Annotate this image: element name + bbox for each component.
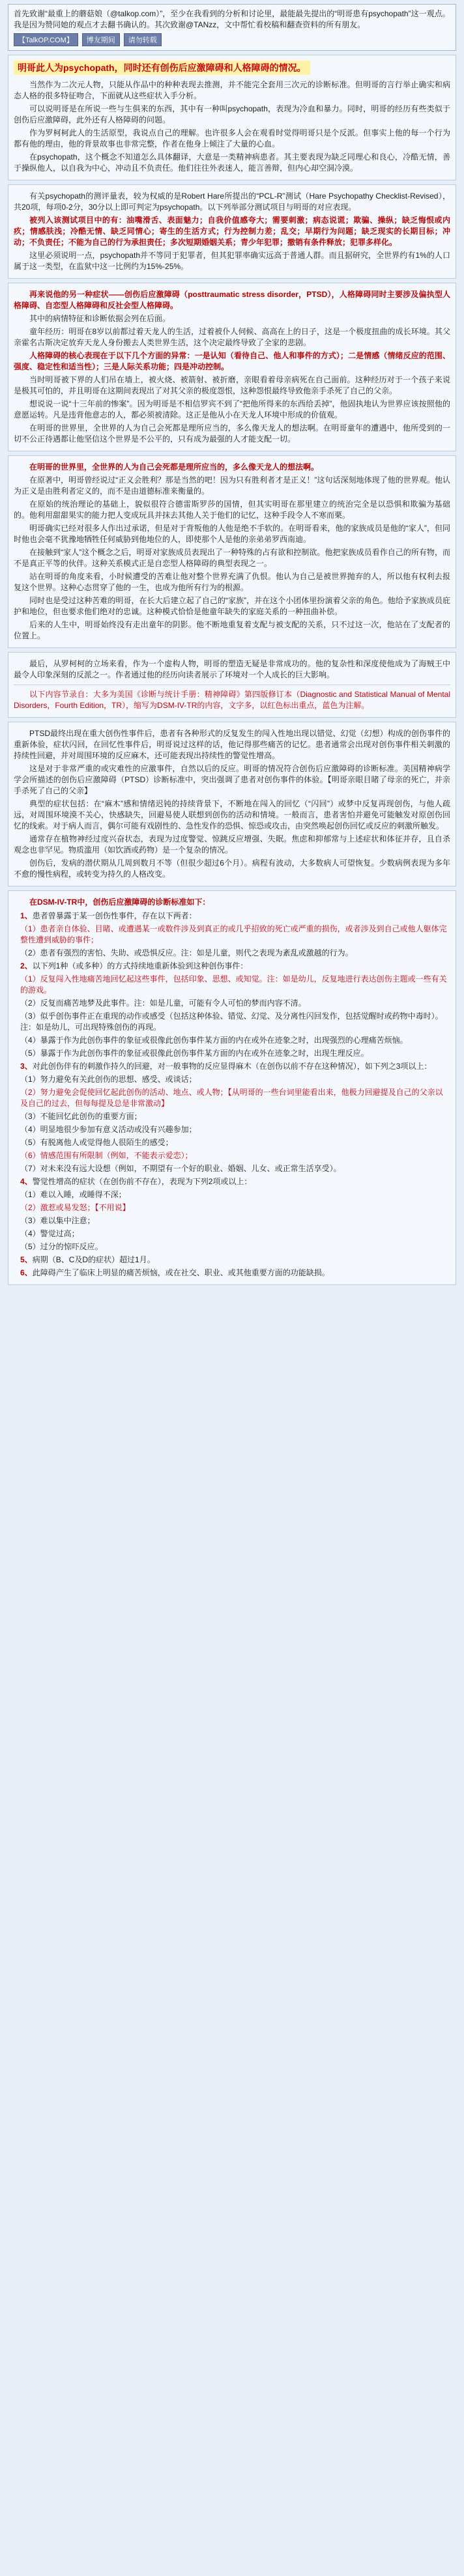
- paragraph: 同时也是受过这种苦难的明哥，在长大后建立起了自己的“家族”，并在这个小团体里扮演着父亲的角色。他给予家族成员庇护和地位，但也要求他们绝对的忠诚。这种模式恰恰是他童年缺失的家庭关系的一种扭曲补偿。: [14, 596, 450, 616]
- criteria-subitem: （4）明显地很少参加有意义活动或没有兴趣参加；: [20, 1125, 197, 1134]
- criteria-subitem: （1）难以入睡，或睡得不深；: [20, 1190, 126, 1199]
- tag-no-repost: 请勿转载: [124, 33, 162, 46]
- criteria-subitem: （1）努力避免有关此创伤的思想、感受、或谈话；: [20, 1075, 197, 1084]
- paragraph-emphasis: 在明哥的世界里，全世界的人为自己会死都是理所应当的，多么像天龙人的想法啊。: [29, 462, 319, 472]
- tag-period: 博友期间: [82, 33, 120, 46]
- paragraph: 在psychopath，这个概念不知道怎么具体翻译，大意是一类精神病患者。其主要表现为缺乏同理心和良心，冷酷无情，善于操纵他人，以自我为中心，冲动且不负责任。他们往往外表迷人，能言善辩，但内心却空洞冷漠。: [14, 152, 450, 173]
- section-analysis: [8, 455, 456, 648]
- paragraph: 可以说明哥是在所说一些与生俱来的东西，其中有一种叫psychopath，表现为冷血和暴力。同时，明哥的经历有些类似于创伤后应激障碍，此外还有人格障碍的问题。: [14, 104, 450, 124]
- criteria-subitem: （2）激惹或易发怒；【不用说】: [20, 1203, 130, 1212]
- section-dsm-criteria: [8, 890, 456, 1285]
- paragraph: 这里必须说明一点，psychopath并不等同于犯罪者，但其犯罪率确实远高于普通人群。而且据研究，全世界约有1%的人口属于这一类型，在监狱中这一比例约为15%-25%。: [14, 251, 450, 271]
- paragraph: 当时明哥被下界的人们吊在墙上，被火烧、被箭射、被折磨，亲眼看着母亲病死在自己面前。这种经历对于一个孩子来说是极其可怕的，并且明哥在这期间表现出了对其父亲的极度怨恨，这种怨恨最终导致他亲手杀死了自己的父亲。: [14, 375, 450, 395]
- criteria-item: 6、此障碍产生了临床上明显的痛苦烦恼，或在社交、职业、或其他重要方面的功能缺损。: [20, 1268, 330, 1277]
- criteria-subitem: （1）反复闯入性地痛苦地回忆起这些事件，包括印象、思想、或知觉。注：如是幼儿，反复地进行表达创伤主题或一些有关的游戏。: [20, 974, 447, 995]
- criteria-item: 4、警觉性增高的症状（在创伤前不存在），表现为下列2项或以上：: [20, 1177, 252, 1186]
- criteria-subitem: （4）警觉过高；: [20, 1229, 80, 1238]
- paragraph: 通常存在植物神经过度兴奋状态，表现为过度警觉、惊跳反应增强、失眠。焦虑和抑郁常与上述症状和体征并存，且自杀观念也非罕见。物质滥用（如饮酒或药物）是一个复杂的情况。: [14, 834, 450, 855]
- section-ptsd-description: [8, 722, 456, 886]
- paragraph: 创伤后，发病的潜伏期从几周到数月不等（但很少超过6个月）。病程有波动，大多数病人可望恢复。少数病例表现为多年不愈的慢性病程，或转变为持久的人格改变。: [14, 858, 450, 879]
- paragraph: 当然作为二次元人物，只能从作品中的种种表现去推测，并不能完全套用三次元的诊断标准。但明哥的言行举止确实和病态人格的很多特征吻合，下面就从这些症状入手分析。: [14, 80, 450, 100]
- criteria-title: 在DSM-IV-TR中，创伤后应激障碍的诊断标准如下：: [29, 898, 210, 907]
- paragraph: 作为罗柯柯此人的生活原型，我说点自己的理解。也许很多人会在观看时觉得明哥只是个反派。但事实上他的每一个行为都有他的理由，他的背景故事也非常完整，作者在他身上倾注了大量的心血。: [14, 128, 450, 149]
- paragraph: PTSD最终出现在重大创伤性事件后，患者有各种形式的反复发生的闯入性地出现以错觉、幻觉（幻想）构成的创伤事件的重新体验，症状闪回，在回忆性事件后，明哥说过这样的话，他记得那些痛苦的记忆。患者通常会出现对创伤事件相关刺激的持续性回避，并对周围环境的反应麻木，还可能表现出持续性的警觉性增高。: [14, 729, 450, 760]
- paragraph: 典型的症状包括：在“麻木”感和情绪迟钝的持续背景下，不断地在闯入的回忆（“闪回”）或梦中反复再现创伤，与他人疏远，对周围环境漠不关心，快感缺失，回避易使人联想到创伤的活动和情境。一般而言，患者害怕并避免可能触发对原创伤回忆的线索。对于病人而言，偶尔可能有戏剧性的、急性发作的恐惧、惊恐或攻击，由突然唤起创伤回忆或反应的刺激所触发。: [14, 799, 450, 830]
- section-subtitle: 其中的病情特征和诊断依据会列在后面。: [29, 314, 171, 323]
- section-heading: 再来说他的另一种症状——创伤后应激障碍（posttraumatic stress disorder，PTSD），人格障碍同时主要涉及偏执型人格障碍、自恋型人格障碍和反社会型人格障碍。: [14, 290, 450, 310]
- criteria-subitem: （5）过分的惊吓反应。: [20, 1242, 103, 1251]
- criteria-subitem: （4）暴露于作为此创伤事件的象征或很像此创伤事件某方面的内在或外在迹象之时，出现强烈的心理痛苦烦恼。: [20, 1036, 408, 1045]
- criteria-item: 1、患者曾暴露于某一创伤性事件，存在以下两者：: [20, 911, 197, 920]
- criteria-item: 3、对此创伤伴有的刺激作持久的回避，对一般事物的反应显得麻木（在创伤以前不存在这种情况），如下列之3项以上：: [20, 1062, 432, 1071]
- section-conclusion: [8, 652, 456, 718]
- paragraph: 最后，从罗柯柯的立场来看，作为一个虚构人物，明哥的塑造无疑是非常成功的。他的复杂性和深度使他成为了海贼王中最令人印象深刻的反派之一。作者通过他的经历向读者展示了环境对一个人成长的巨大影响。: [14, 659, 450, 679]
- criteria-item: 5、病期（B、C及D的症状）超过1月。: [20, 1255, 155, 1264]
- paragraph: 后来的人生中，明哥始终没有走出童年的阴影。他不断地重复着支配与被支配的关系，只不过这一次，他站在了支配者的位置上。: [14, 620, 450, 640]
- criteria-subitem: （1）患者亲自体验、目睹、或遭遇某一或数件涉及到真正的或几乎招致的死亡或严重的损伤，或者涉及到自己或他人躯体完整性遭到威胁的事件；: [20, 924, 447, 944]
- paragraph: 在接触到“家人”这个概念之后，明哥对家族成员表现出了一种特殊的占有欲和控制欲。他把家族成员看作自己的所有物，而不是真正平等的伙伴。这种关系模式正是自恋型人格障碍的典型表现之一。: [14, 548, 450, 568]
- paragraph: 在明哥的世界里，全世界的人为自己会死都是理所应当的，多么像天龙人的想法啊。在明哥童年的遭遇中，他所受到的一切不公正待遇都让他坚信这个世界是不公平的，只有成为最强的人才能支配一切。: [14, 423, 450, 444]
- paragraph: 站在明哥的角度来看，小时候遭受的苦难让他对整个世界充满了仇恨。他认为自己是被世界抛弃的人，所以他有权利去报复这个世界。这种心态贯穿了他的一生，也成为他所有行为的根源。: [14, 572, 450, 592]
- paragraph: 在原始的统治理论的基础上，貌似很符合德雷斯罗莎的国情，但其实明哥在那里建立的统治完全是以恐惧和欺骗为基础的。他利用甜甜果实的能力把人变成玩具并抹去其他人关于他们的记忆，这种手段令人不寒而栗。: [14, 500, 450, 520]
- criteria-subitem: （3）不能回忆此创伤的重要方面；: [20, 1112, 142, 1121]
- criteria-subitem: （2）患者有强烈的害怕、失助、或恐惧反应。注：如是儿童，则代之表现为紊乱或激越的行为。: [20, 948, 353, 957]
- tag-row: [14, 33, 450, 46]
- source-note: 以下内容节录自：大多为美国《诊断与统计手册：精神障碍》第四版修订本（Diagnostic and Statistical Manual of Mental Disorders，Fourth Edition，TR），缩写为DSM-IV-TR的内容，文字多，以红色标出重点，蓝色为注解。: [14, 690, 450, 710]
- paragraph-emphasis: 人格障碍的核心表现在于以下几个方面的异常：一是认知（看待自己、他人和事件的方式）；二是情感（情绪反应的范围、强度、稳定性和适当性）；三是人际关系功能；四是冲动控制。: [14, 351, 450, 371]
- intro-text: 首先致谢“最重上的蘑菇娘（@talkop.com）”，至少在我看到的分析和讨论里，最能最先提出的“明哥患有psychopath”这一观点。我是因为赞同她的观点才去翻书确认的。其次致谢@TANzz，文中帮忙看校稿和翻查资料的所有朋友。: [14, 9, 450, 29]
- section-title: 明哥此人为psychopath，同时还有创伤后应激障碍和人格障碍的情况。: [14, 61, 310, 75]
- criteria-subitem: （2）反复而痛苦地梦及此事件。注：如是儿童，可能有令人可怕的梦而内容不清。: [20, 998, 306, 1008]
- paragraph: 在原著中，明哥曾经说过“正义会胜利？那是当然的吧！因为只有胜利者才是正义！”这句话深刻地体现了他的世界观。他认为正义是由胜利者定义的，而不是由道德标准来衡量的。: [14, 475, 450, 496]
- criteria-subitem: （5）暴露于作为此创伤事件的象征或很像此创伤事件某方面的内在或外在迹象之时，出现生理反应。: [20, 1049, 369, 1058]
- tag-talkop[interactable]: 【TalkOP.COM】: [14, 33, 78, 46]
- section-pcl-r: [8, 184, 456, 279]
- criteria-subitem: （3）似乎创伤事件正在重现的动作或感受（包括这种体验、错觉、幻觉、及分离性闪回发作，包括觉醒时或药物中毒时）。注：如是幼儿，可出现特殊创伤的再现。: [20, 1012, 443, 1032]
- criteria-subitem: （7）对未来没有远大设想（例如，不期望有一个好的职业、婚姻、儿女、或正常生活享受）。: [20, 1164, 341, 1173]
- paragraph: 想说说一说“十三年前的惨案”。因为明哥是不相信罗宾不到了“把他所得来的东西给丢掉”，他固执地认为世界应该按照他的意愿运转。凡是违背他意志的人，都必须被清除。这正是他从小在天龙人环境中形成的价值观。: [14, 399, 450, 419]
- section-ptsd-intro: [8, 283, 456, 451]
- criteria-subitem: （5）有脱离他人或觉得他人很陌生的感受；: [20, 1138, 173, 1147]
- criteria-subitem: （2）努力避免会促使回忆起此创伤的活动、地点、或人物；【从明哥的一些台词里能看出来，他极力回避提及自己的父亲以及自己的过去，但每每提及总是非常激动】: [20, 1088, 443, 1108]
- intro-box: [8, 4, 456, 51]
- paragraph: 有关psychopath的测评量表，较为权威的是Robert Hare所提出的“PCL-R”测试（Hare Psychopathy Checklist-Revised），共20项，每项0-2分，30分以上即可判定为psychopath。以下列举部分测试项目与明哥的对应表现。: [14, 191, 450, 212]
- paragraph: 童年经历：明哥在8岁以前都过着天龙人的生活，过着被仆人伺候、高高在上的日子，这是一个极度扭曲的成长环境。其父亲霍名古斯决定放弃天龙人身份搬去人类世界生活，这个决定最终导致了全家的悲剧。: [14, 327, 450, 347]
- paragraph-emphasis: 被列入该测试项目中的有：油嘴滑舌、表面魅力；自我价值感夸大；需要刺激；病态说谎；欺骗、操纵；缺乏悔恨或内疚；情感肤浅；冷酷无情、缺乏同情心；寄生的生活方式；行为控制力差；乱交；早期行为问题；缺乏现实的长期目标；冲动；不负责任；不能为自己的行为承担责任；多次短期婚姻关系；青少年犯罪；撤销有条件释放；犯罪多样化。: [14, 216, 450, 247]
- criteria-list: [14, 911, 450, 1279]
- paragraph: 这是对于非常严重的或灾难性的应激事件，自然以后的反应。明哥的情况符合创伤后应激障碍的诊断标准。美国精神病学学会所描述的创伤后应激障碍（PTSD）诊断标准中，突出强调了患者对创伤事件的体验。【明哥亲眼目睹了母亲的死亡，并亲手杀死了自己的父亲】: [14, 764, 450, 795]
- criteria-item: 2、以下列1种（或多种）的方式持续地重新体验到这种创伤事件：: [20, 961, 248, 970]
- paragraph: 明哥确实已经对很多人作出过承诺，但是对于背叛他的人他是绝不手软的。在明哥看来，他的家族成员是他的“家人”，但同时他也会毫不犹豫地牺牲任何威胁到他地位的人，即使那个人是他的亲弟弟罗西南迪。: [14, 524, 450, 544]
- section-psychopath: [8, 55, 456, 180]
- criteria-subitem: （6）情感范围有所限制（例如，不能表示爱恋）；: [20, 1151, 193, 1160]
- criteria-subitem: （3）难以集中注意；: [20, 1216, 95, 1225]
